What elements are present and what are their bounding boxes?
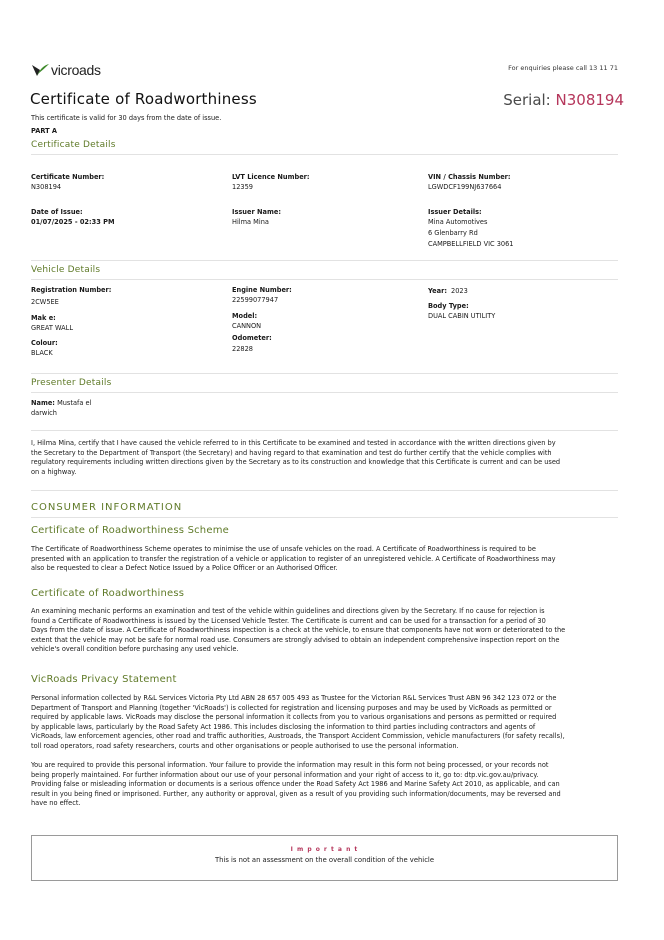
paragraph-line: presented with an application to transfer the registration of a vehicle or application to register of an unregistered vehicle. A Certificate of Roadworthiness may xyxy=(31,554,556,563)
presenter-name-label: Name: xyxy=(31,399,55,407)
logo-text: vicroads xyxy=(51,62,101,78)
paragraph-line: Providing false or misleading information or documents is a serious offence under the Road Safety Act 1986 and Marine Safety Act 2010, as applicable, and can xyxy=(31,780,560,788)
serial-number: N308194 xyxy=(555,91,624,109)
important-title: I m p o r t a n t xyxy=(290,846,359,853)
body-type-value: DUAL CABIN UTILITY xyxy=(428,312,496,320)
issuer-details-label: Issuer Details: xyxy=(428,208,482,216)
year-label: Year: xyxy=(428,287,447,295)
issuer-name-label: Issuer Name: xyxy=(232,208,281,216)
certificate-number-label: Certificate Number: xyxy=(31,173,105,181)
divider xyxy=(31,490,618,491)
make-label: Mak e: xyxy=(31,314,56,322)
date-value: 01/07/2025 - 02:33 PM xyxy=(31,218,115,226)
paragraph-line: required by applicable laws. VicRoads may disclose the personal information it collects from you to various organisations and persons as permitted or required xyxy=(31,713,557,721)
certificate-number: N308194 xyxy=(31,183,62,191)
paragraph-line: by applicable laws, particularly by the Road Safety Act 1986. This includes disclosing the information to third parties including contractors and agents of xyxy=(31,722,536,731)
divider xyxy=(31,430,618,431)
divider xyxy=(31,279,618,280)
part-label: PART A xyxy=(31,127,58,135)
certification-line: regulatory requirements including written directions given by the Secretary as to its construction and knowledge that this Certificate is current and can be used xyxy=(31,458,561,466)
paragraph-line: extent that the vehicle may not be safe for normal road use. Consumers are strongly advised to obtain an independent comprehensive inspection report on the xyxy=(31,635,560,644)
certificate-heading: Certificate of Roadworthiness xyxy=(31,588,185,599)
vicroads-logo xyxy=(32,62,101,78)
paragraph-line: vehicle's overall condition before purchasing any used vehicle. xyxy=(31,645,239,653)
body-type-label: Body Type: xyxy=(428,302,469,310)
issuer-details-line-1: Mina Automotives xyxy=(428,218,488,226)
divider xyxy=(31,260,618,261)
divider xyxy=(31,392,618,393)
certification-statement xyxy=(31,439,631,477)
important-notice xyxy=(31,835,618,881)
paragraph-line: Days from the date of issue. A Certificate of Roadworthiness inspection is a check at the vehicle, to ensure that components have not worn or deteriorated to the xyxy=(31,626,566,634)
colour-value: BLACK xyxy=(31,349,53,357)
registration-value: 2CW5EE xyxy=(31,298,59,306)
presenter-details-heading: Presenter Details xyxy=(31,378,112,388)
paragraph-line: also be requested to clear a Defect Notice Issued by a Police Officer or an Authorised Officer. xyxy=(31,564,338,572)
presenter-name-line-2: darwich xyxy=(31,409,57,417)
colour-label: Colour: xyxy=(31,339,58,347)
odometer-value: 22828 xyxy=(232,345,253,353)
paragraph-line: result in you being fined or imprisoned. Further, any authority or approval, given as a result of you providing such information/documents, may be reversed and xyxy=(31,789,561,798)
paragraph-line: found a Certificate of Roadworthiness is issued by the Licensed Vehicle Tester. The Certificate is current and can be used for a transaction for a period of 30 xyxy=(31,616,546,625)
validity-text: This certificate is valid for 30 days from the date of issue. xyxy=(31,114,222,122)
scheme-paragraph xyxy=(31,545,631,574)
paragraph-line: toll road operators, road safety researchers, courts and other organisations or people authorised to use the personal information. xyxy=(31,741,459,750)
privacy-paragraph-2 xyxy=(31,761,631,809)
registration-label: Registration Number: xyxy=(31,286,112,294)
model-value: CANNON xyxy=(232,322,262,330)
presenter-name xyxy=(31,398,91,408)
date-label: Date of Issue: xyxy=(31,208,83,216)
vin-label: VIN / Chassis Number: xyxy=(428,173,511,181)
certification-line: the Secretary to the Department of Transport (the Secretary) and having regard to that examination and test do further certify that the vehicle complies with xyxy=(31,448,552,457)
important-text: This is not an assessment on the overall condition of the vehicle xyxy=(214,856,435,864)
lvt-label: LVT Licence Number: xyxy=(232,173,310,181)
paragraph-line: The Certificate of Roadworthiness Scheme operates to minimise the use of unsafe vehicles on the road. A Certificate of Roadworthiness is required to be xyxy=(31,545,536,553)
lvt-number: 12359 xyxy=(232,183,253,191)
consumer-information-heading: CONSUMER INFORMATION xyxy=(31,502,183,513)
paragraph-line: You are required to provide this personal information. Your failure to provide the information may result in this form not being processed, or your records not xyxy=(31,761,549,769)
vicroads-leaf-icon xyxy=(32,63,49,78)
serial xyxy=(503,91,624,109)
divider xyxy=(31,373,618,374)
presenter-name-line-1: Mustafa el xyxy=(57,399,92,407)
serial-label: Serial: xyxy=(503,91,551,109)
paragraph-line: VicRoads, law enforcement agencies, other road and traffic authorities, Austroads, the Transport Accident Commission, vehicle manufacturers (for safety recalls), xyxy=(31,732,565,740)
engine-value: 22599077947 xyxy=(232,296,279,304)
issuer-details-line-3: CAMPBELLFIELD VIC 3061 xyxy=(428,240,514,248)
odometer-label: Odometer: xyxy=(232,334,272,342)
issuer-details-line-2: 6 Glenbarry Rd xyxy=(428,229,478,237)
paragraph-line: An examining mechanic performs an examination and test of the vehicle within guidelines and directions given by the Secretary. If no cause for rejection is xyxy=(31,607,545,615)
model-label: Model: xyxy=(232,312,258,320)
paragraph-line: being properly maintained. For further information about our use of your personal information and your right of access to it, go to: dtp.vic.gov.au/privacy. xyxy=(31,770,539,779)
certificate-paragraph xyxy=(31,607,631,655)
enquiries-text: For enquiries please call 13 11 71 xyxy=(508,64,618,72)
divider xyxy=(31,517,618,518)
make-value: GREAT WALL xyxy=(31,324,73,332)
certification-line: on a highway. xyxy=(31,467,77,476)
scheme-heading: Certificate of Roadworthiness Scheme xyxy=(31,525,229,536)
vehicle-details-heading: Vehicle Details xyxy=(31,265,101,275)
page-title: Certificate of Roadworthiness xyxy=(30,90,257,108)
paragraph-line: have no effect. xyxy=(31,799,81,807)
vin-value: LGWDCF199NJ637664 xyxy=(428,183,502,191)
privacy-paragraph xyxy=(31,694,631,751)
year-value: 2023 xyxy=(451,287,468,295)
paragraph-line: Department of Transport and Planning (together 'VicRoads') is collected for registration and licensing purposes and may be used by VicRoads as permitted or xyxy=(31,703,552,712)
privacy-heading: VicRoads Privacy Statement xyxy=(31,674,177,685)
paragraph-line: Personal information collected by R&L Services Victoria Pty Ltd ABN 28 657 005 493 as Trustee for the Victorian R&L Services Trust ABN 96 342 123 072 or the xyxy=(31,694,557,702)
certificate-details-heading: Certificate Details xyxy=(31,140,116,150)
issuer-name: Hilma Mina xyxy=(232,218,269,226)
certification-line: I, Hilma Mina, certify that I have caused the vehicle referred to in this Certificate to be examined and tested in accordance with the written directions given by xyxy=(31,439,556,447)
engine-label: Engine Number: xyxy=(232,286,292,294)
divider xyxy=(31,154,618,155)
